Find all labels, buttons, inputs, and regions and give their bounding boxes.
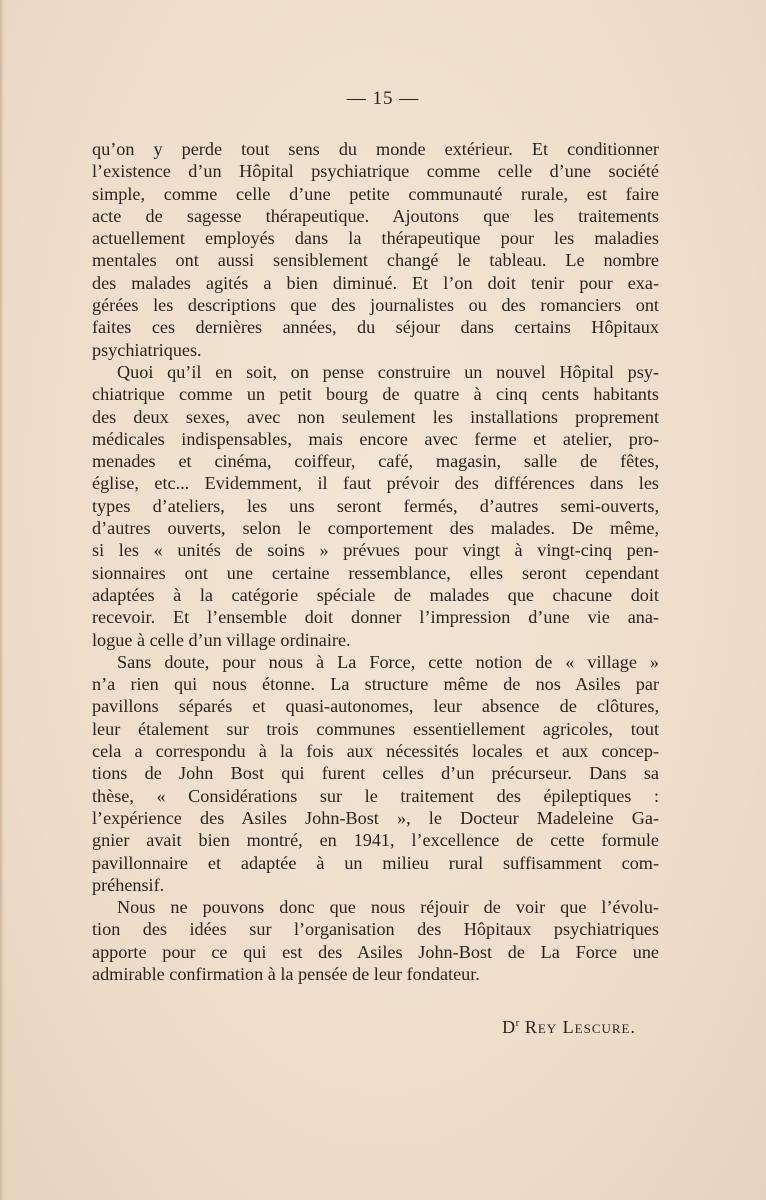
text-line: actuellement employés dans la thérapeutique pour les maladies [92, 228, 659, 249]
text-line: si les « unités de soins » prévues pour vingt à vingt-cinq pen- [92, 540, 659, 561]
page-edge-shadow [0, 0, 4, 1200]
text-line: apporte pour ce qui est des Asiles John-Bost de La Force une [92, 941, 659, 962]
text-line: église, etc... Evidemment, il faut prévoir des différences dans les [92, 473, 659, 494]
text-line: psychiatriques. [92, 339, 202, 360]
text-line: mentales ont aussi sensiblement changé le tableau. Le nombre [92, 250, 659, 271]
text-line: Sans doute, pour nous à La Force, cette notion de « village » [117, 651, 659, 672]
text-line: recevoir. Et l’ensemble doit donner l’impression d’une vie ana- [92, 607, 659, 628]
text-line: acte de sagesse thérapeutique. Ajoutons que les traitements [92, 205, 659, 226]
text-line: des malades agités a bien diminué. Et l’on doit tenir pour exa- [92, 272, 659, 293]
text-line: l’expérience des Asiles John-Bost », le Docteur Madeleine Ga- [92, 807, 659, 828]
text-line: des deux sexes, avec non seulement les installations proprement [92, 406, 659, 427]
text-line: menades et cinéma, coiffeur, café, magasin, salle de fêtes, [92, 451, 659, 472]
signature-superscript: r [515, 1017, 520, 1029]
text-line: médicales indispensables, mais encore avec ferme et atelier, pro- [92, 428, 659, 449]
signature [502, 1017, 636, 1038]
text-line: faites ces dernières années, du séjour dans certains Hôpitaux [92, 317, 659, 338]
signature-prefix: D [502, 1017, 516, 1037]
text-line: pavillons séparés et quasi-autonomes, leur absence de clôtures, [92, 696, 659, 717]
text-line: gérées les descriptions que des journalistes ou des romanciers ont [92, 295, 659, 316]
text-line: qu’on y perde tout sens du monde extérieur. Et conditionner [92, 139, 659, 159]
text-line: chiatrique comme un petit bourg de quatre à cinq cents habitants [92, 384, 659, 405]
text-line: n’a rien qui nous étonne. La structure même de nos Asiles par [92, 674, 659, 695]
text-line: Nous ne pouvons donc que nous réjouir de voir que l’évolu- [117, 897, 659, 918]
page-number: — 15 — [346, 88, 420, 109]
signature-name: Rey Lescure. [524, 1017, 636, 1037]
text-line: admirable confirmation à la pensée de leur fondateur. [92, 963, 480, 984]
text-line: cela a correspondu à la fois aux nécessités locales et aux concep- [92, 741, 659, 762]
text-line: types d’ateliers, les uns seront fermés, d’autres semi-ouverts, [92, 495, 659, 516]
text-line: sionnaires ont une certaine ressemblance, elles seront cependant [92, 562, 659, 583]
text-line: logue à celle d’un village ordinaire. [92, 629, 351, 650]
text-line: gnier avait bien montré, en 1941, l’excellence de cette formule [92, 830, 659, 851]
text-line: adaptées à la catégorie spéciale de malades que chacune doit [92, 584, 659, 605]
text-line: thèse, « Considérations sur le traitement des épileptiques : [92, 785, 659, 806]
text-line: préhensif. [92, 874, 165, 895]
text-line: pavillonnaire et adaptée à un milieu rural suffisamment com- [92, 852, 659, 873]
text-line: tion des idées sur l’organisation des Hôpitaux psychiatriques [92, 919, 659, 940]
body-text [92, 138, 659, 985]
text-line: simple, comme celle d’une petite communauté rurale, est faire [92, 183, 659, 204]
text-line: Quoi qu’il en soit, on pense construire un nouvel Hôpital psy- [117, 361, 659, 382]
text-line: l’existence d’un Hôpital psychiatrique comme celle d’une société [92, 161, 659, 182]
text-line: tions de John Bost qui furent celles d’un précurseur. Dans sa [92, 763, 659, 784]
text-line: leur étalement sur trois communes essentiellement agricoles, tout [92, 718, 659, 739]
text-line: d’autres ouverts, selon le comportement des malades. De même, [92, 518, 659, 539]
